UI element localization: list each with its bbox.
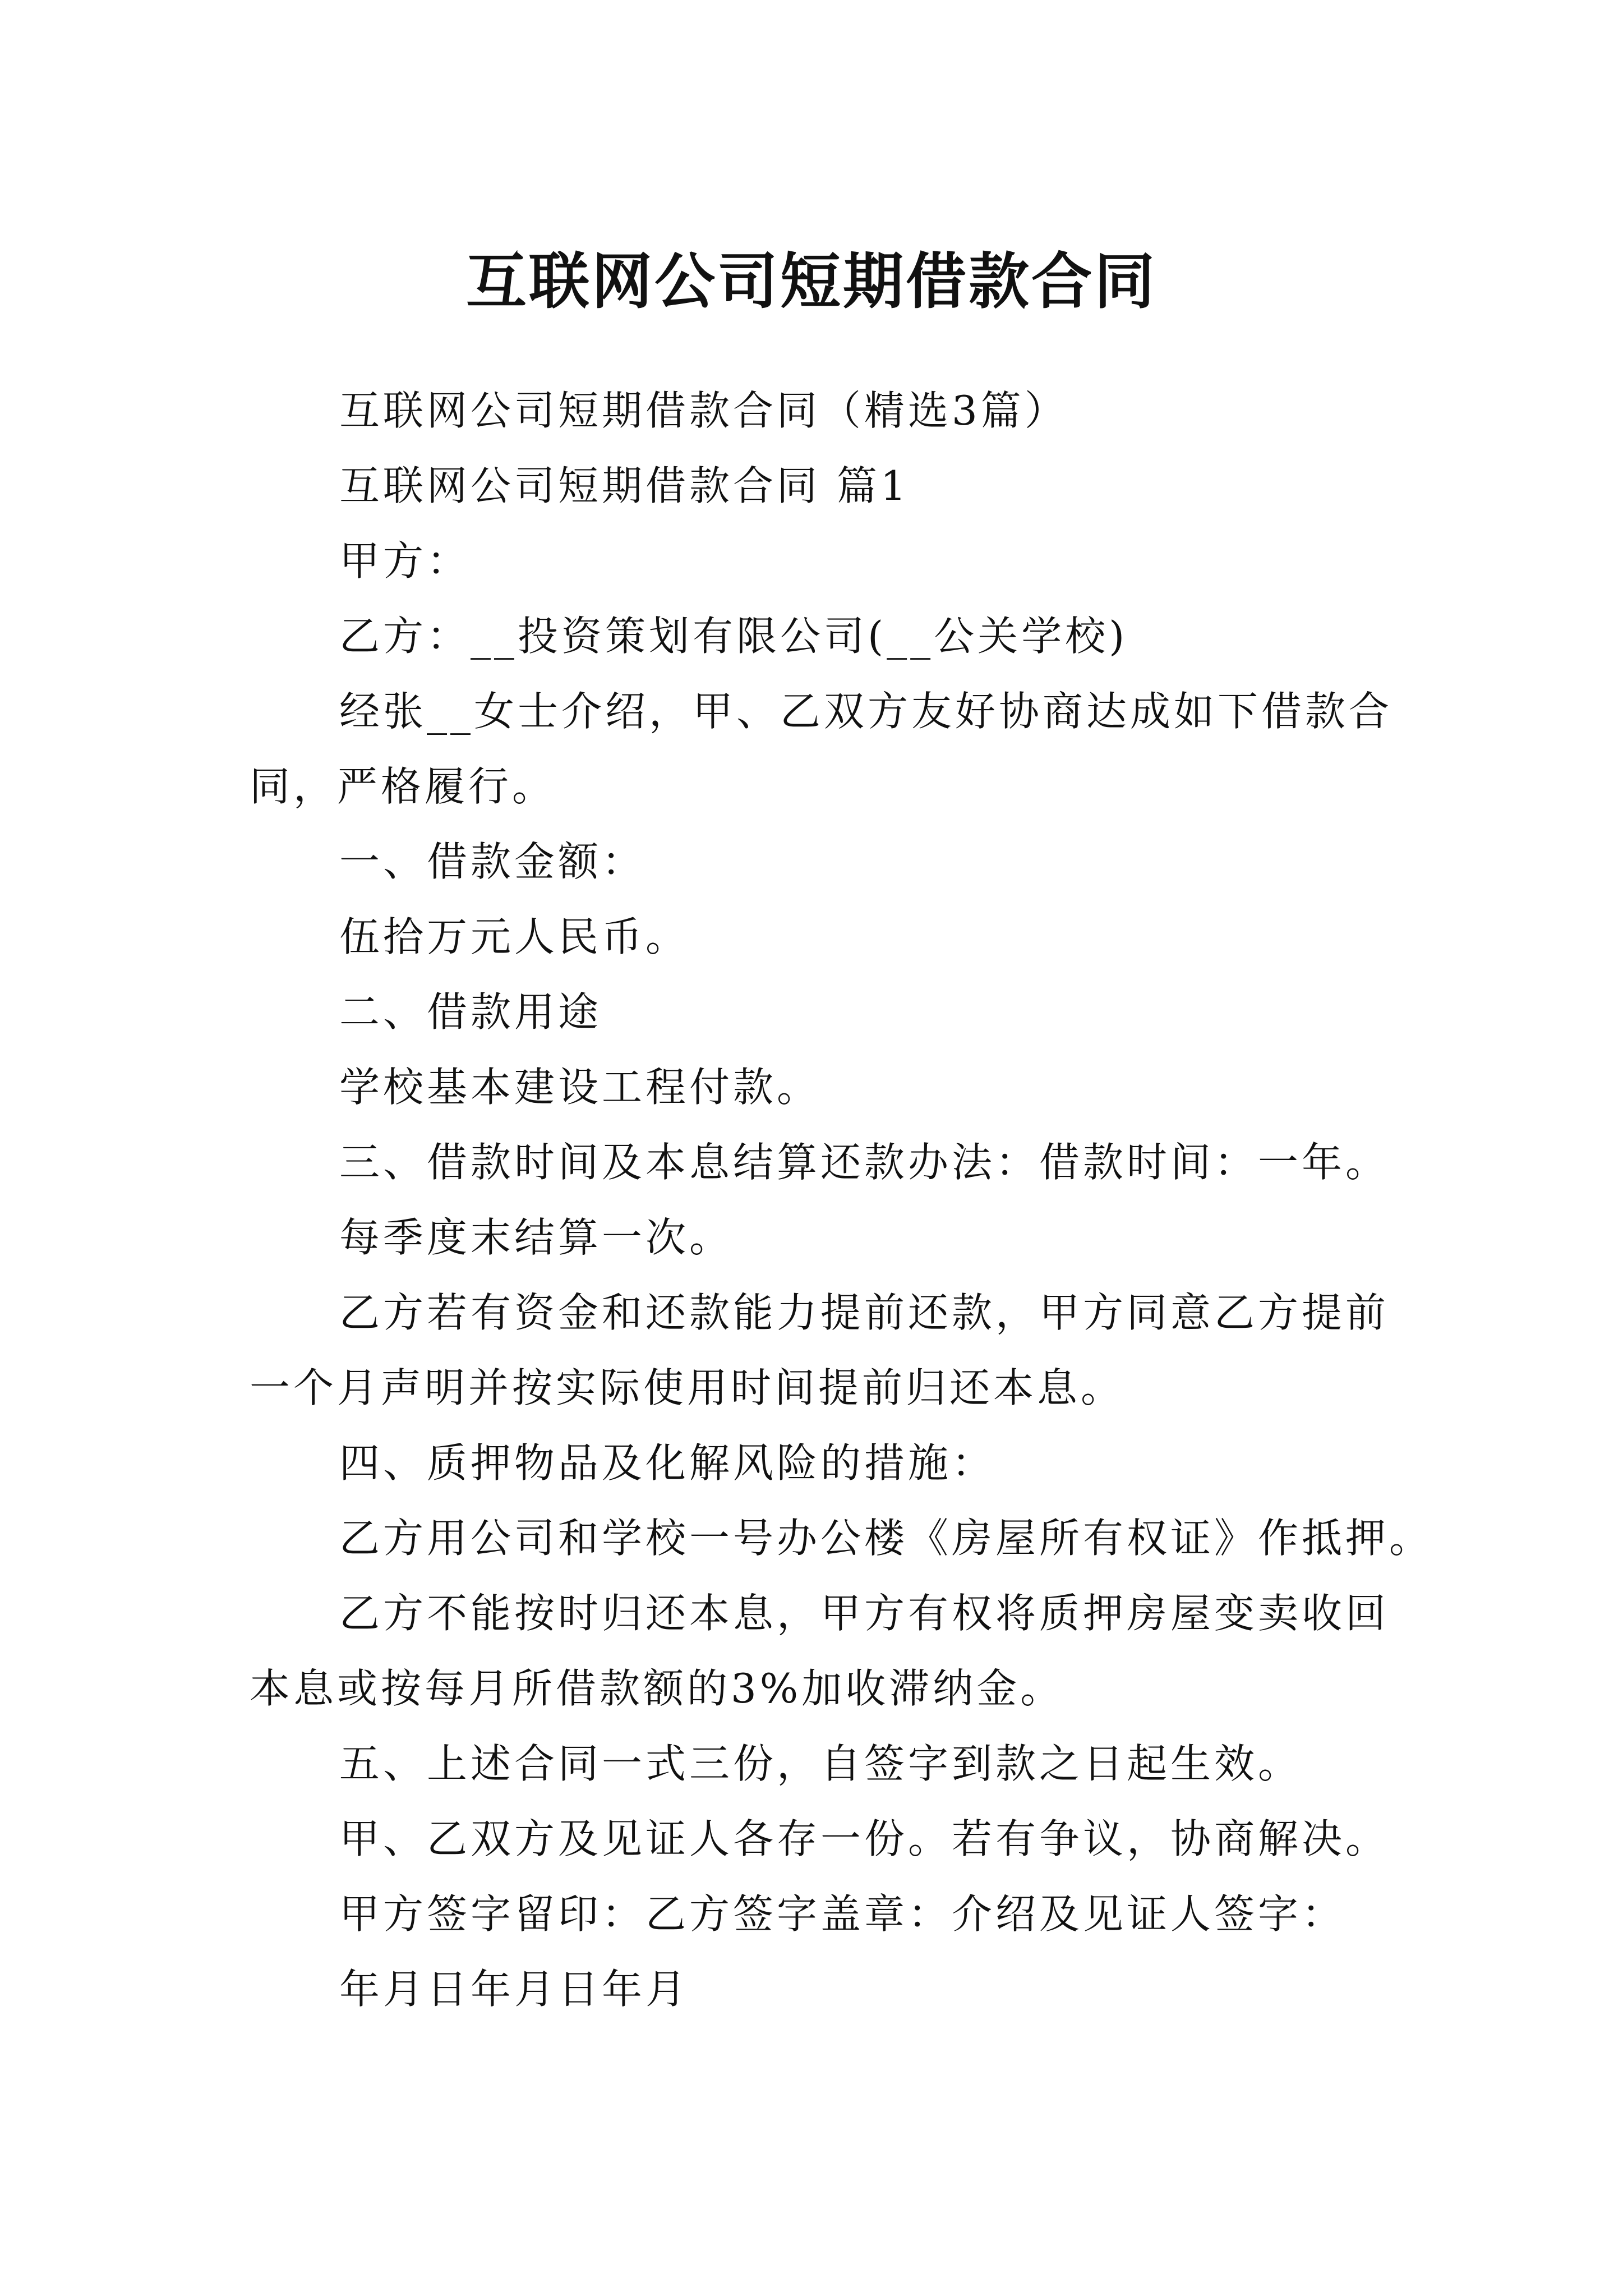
paragraph-default-line-1: 乙方不能按时归还本息，甲方有权将质押房屋变卖收回 xyxy=(339,1590,1390,1637)
paragraph-copies: 五、上述合同一式三份，自签字到款之日起生效。 xyxy=(339,1740,1302,1787)
paragraph-party-b: 乙方：__投资策划有限公司(__公关学校) xyxy=(339,613,1128,660)
paragraph-loan-term: 三、借款时间及本息结算还款办法：借款时间：一年。 xyxy=(339,1139,1390,1186)
paragraph-loan-purpose-heading: 二、借款用途 xyxy=(339,988,602,1036)
paragraph-signatures: 甲方签字留印：乙方签字盖章：介绍及见证人签字： xyxy=(339,1890,1346,1938)
paragraph-default-line-2: 本息或按每月所借款额的3%加收滞纳金。 xyxy=(250,1665,1064,1712)
paragraph-collateral-heading: 四、质押物品及化解风险的措施： xyxy=(339,1439,996,1487)
paragraph-dates: 年月日年月日年月 xyxy=(339,1966,690,2013)
paragraph-collateral: 乙方用公司和学校一号办公楼《房屋所有权证》作抵押。 xyxy=(339,1515,1433,1562)
paragraph-intro-line-2: 同，严格履行。 xyxy=(250,763,556,810)
paragraph-loan-purpose: 学校基本建设工程付款。 xyxy=(339,1064,821,1111)
document-title: 互联网公司短期借款合同 xyxy=(465,246,1157,318)
paragraph-early-repay-line-2: 一个月声明并按实际使用时间提前归还本息。 xyxy=(250,1364,1125,1411)
paragraph-party-a: 甲方： xyxy=(339,537,471,585)
paragraph-loan-amount-heading: 一、借款金额： xyxy=(339,838,646,885)
paragraph-settlement: 每季度末结算一次。 xyxy=(339,1214,734,1261)
paragraph-section-heading: 互联网公司短期借款合同 篇1 xyxy=(339,462,910,509)
paragraph-intro-line-1: 经张__女士介绍，甲、乙双方友好协商达成如下借款合 xyxy=(339,688,1393,735)
document-body xyxy=(250,373,1433,2027)
paragraph-early-repay-line-1: 乙方若有资金和还款能力提前还款，甲方同意乙方提前 xyxy=(339,1289,1390,1336)
paragraph-loan-amount: 伍拾万元人民币。 xyxy=(339,913,690,960)
paragraph-disputes: 甲、乙双方及见证人各存一份。若有争议，协商解决。 xyxy=(339,1815,1390,1862)
paragraph-subtitle: 互联网公司短期借款合同（精选3篇） xyxy=(339,387,1068,434)
